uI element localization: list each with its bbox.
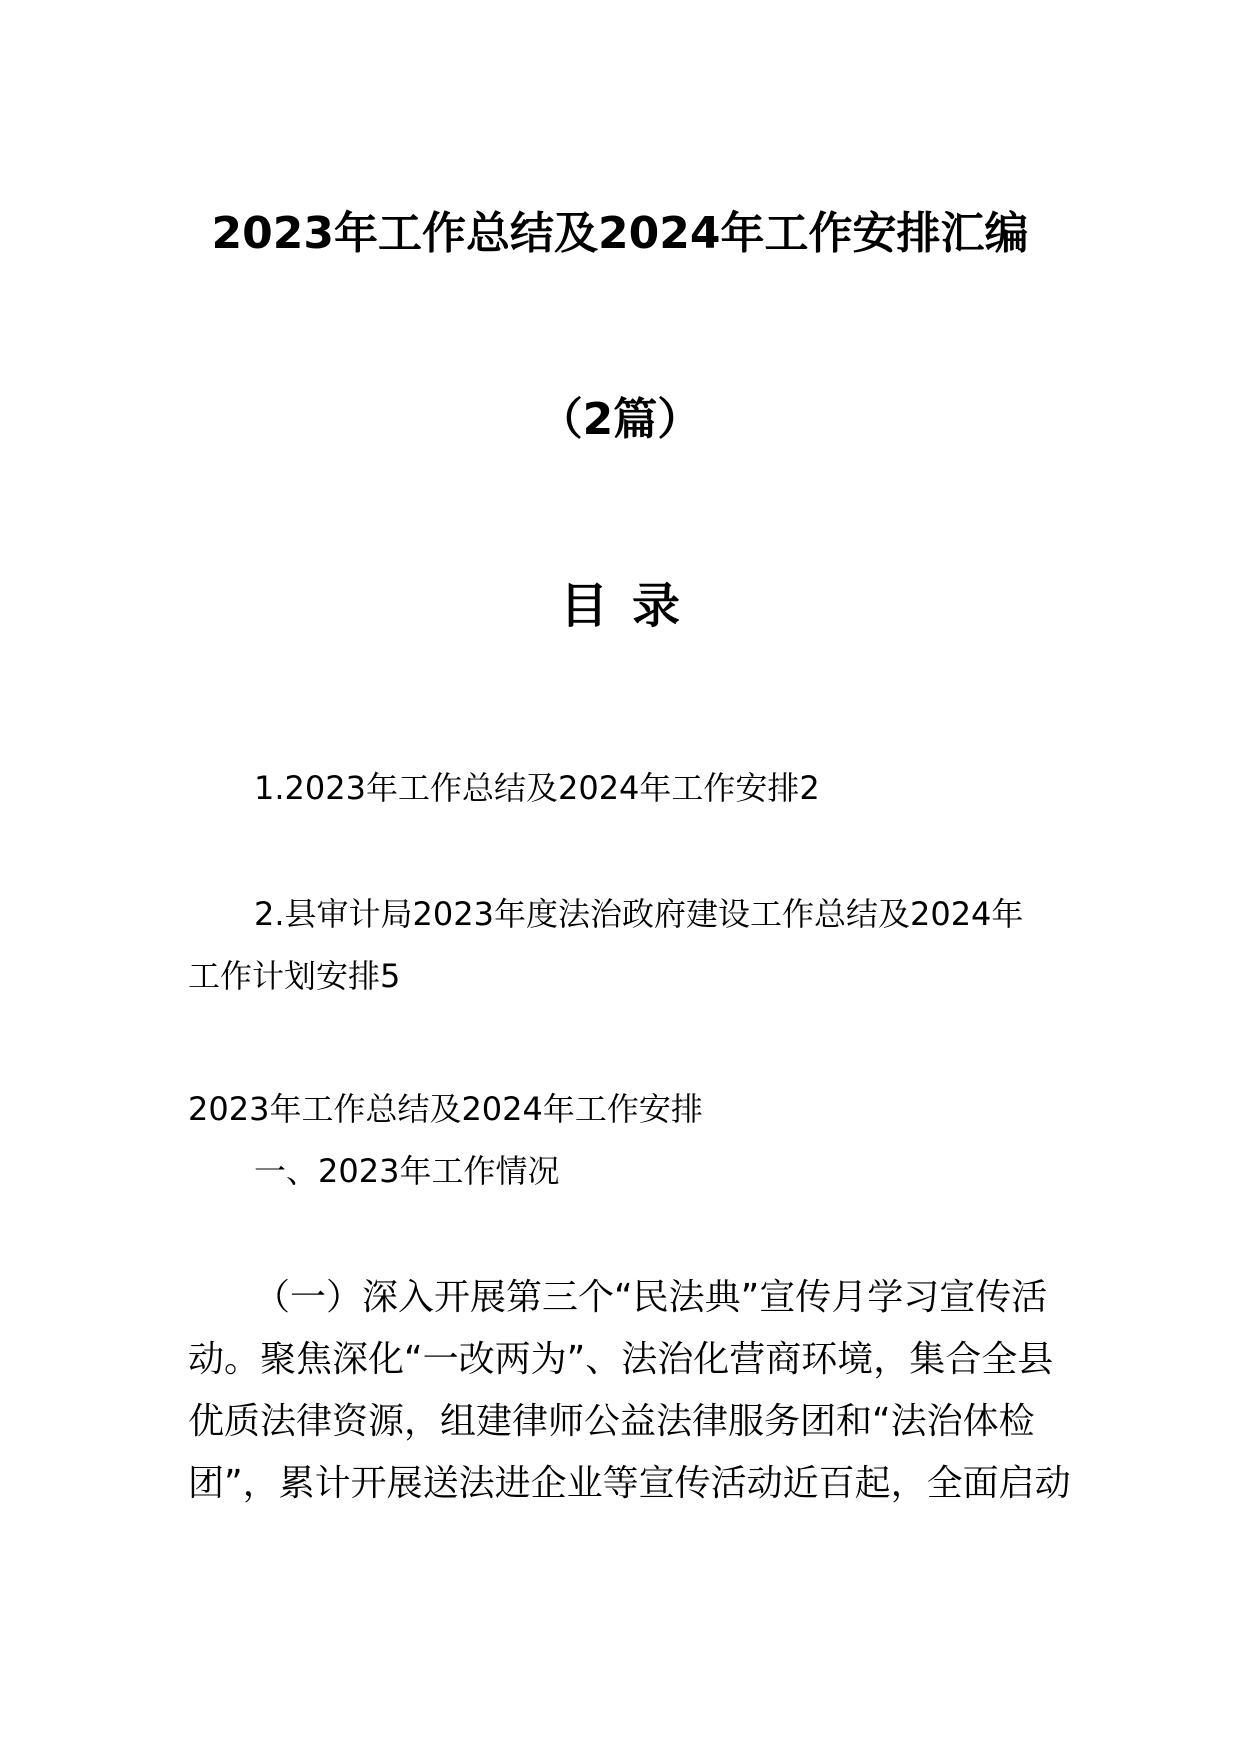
paragraph-line: （一）深入开展第三个“民法典”宣传月学习宣传活	[254, 1277, 1048, 1318]
paragraph-line: 动。聚焦深化“一改两为”、法治化营商环境，集合全县	[188, 1339, 1054, 1380]
toc-item-1[interactable]	[188, 769, 1058, 807]
toc-item-2-page: 5	[380, 957, 401, 995]
document-subtitle: （2篇）	[538, 394, 702, 445]
document-title: 2023年工作总结及2024年工作安排汇编	[211, 208, 1029, 259]
paragraph-line: 团”，累计开展送法进企业等宣传活动近百起，全面启动	[188, 1463, 1071, 1504]
toc-item-2[interactable]	[188, 895, 1058, 933]
toc-item-1-label: 1.2023年工作总结及2024年工作安排	[254, 769, 800, 807]
toc-item-2-label-line1: 2.县审计局2023年度法治政府建设工作总结及2024年	[254, 895, 1024, 933]
paragraph-line: 优质法律资源，组建律师公益法律服务团和“法治体检	[188, 1401, 1035, 1442]
toc-heading: 目录	[559, 578, 704, 634]
heading-level-1: 一、2023年工作情况	[254, 1152, 560, 1190]
toc-item-2-continued[interactable]	[188, 957, 1058, 995]
section-title: 2023年工作总结及2024年工作安排	[188, 1090, 703, 1128]
toc-item-2-label-line2: 工作计划安排	[188, 957, 381, 995]
toc-item-1-page: 2	[799, 769, 820, 807]
